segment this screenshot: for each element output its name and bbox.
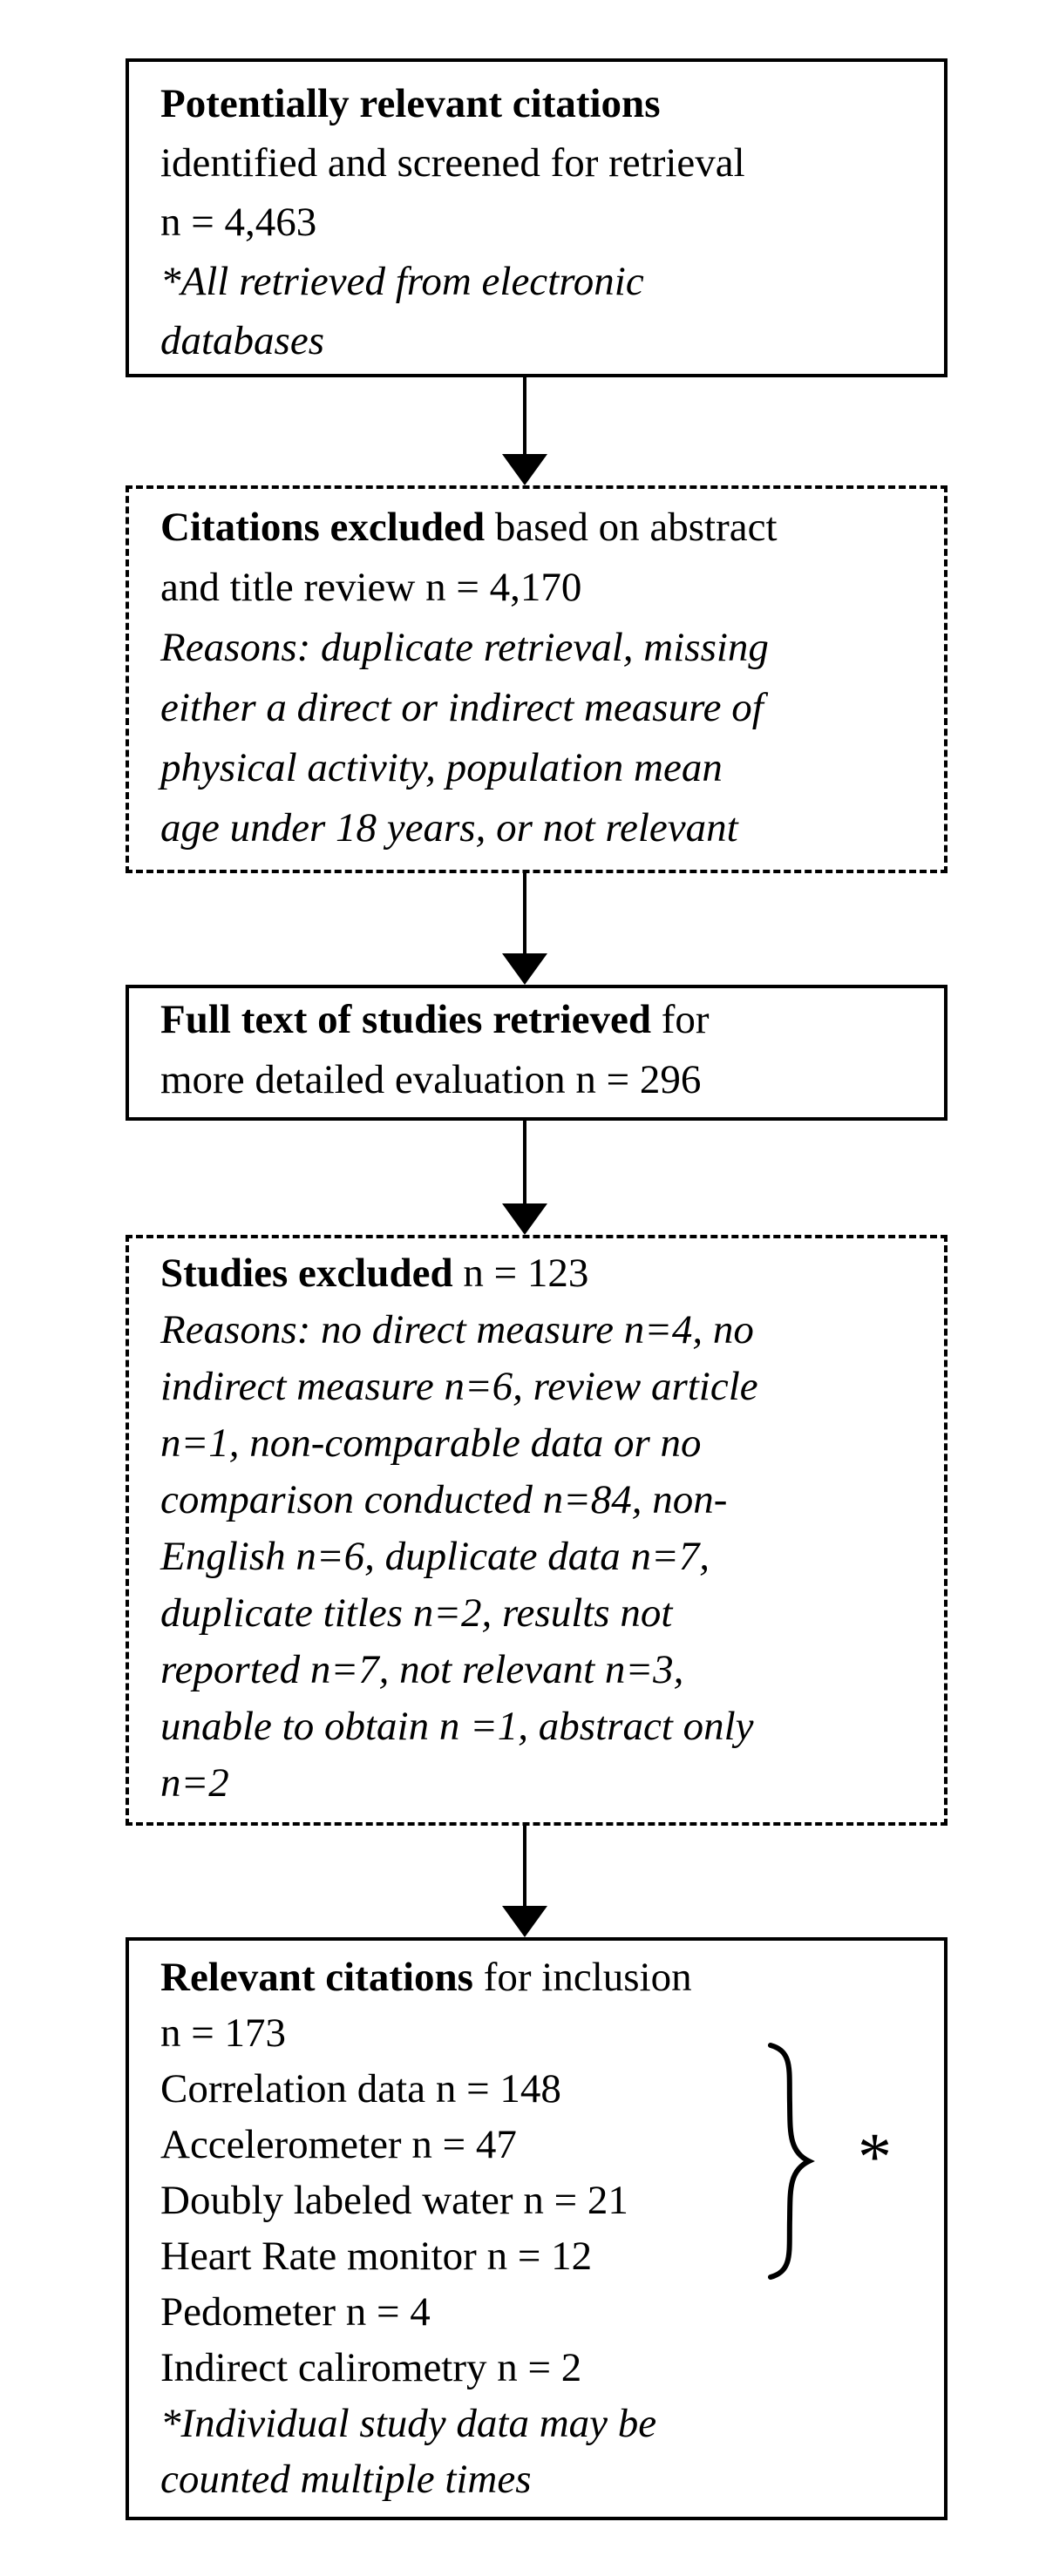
text-line: databases <box>160 318 324 363</box>
down-arrow-stem <box>523 377 526 456</box>
text-line: counted multiple times <box>160 2457 532 2502</box>
text-line: Citations excluded based on abstract <box>160 505 778 550</box>
text-line: Reasons: no direct measure n=4, no <box>160 1307 754 1352</box>
curly-brace-icon <box>762 2041 819 2281</box>
down-arrow-icon <box>502 1906 547 1937</box>
box-citations-excluded <box>126 485 948 873</box>
down-arrow-stem <box>523 1826 526 1908</box>
text-line: more detailed evaluation n = 296 <box>160 1057 702 1102</box>
down-arrow-stem <box>523 873 526 955</box>
text-line: Potentially relevant citations <box>160 81 661 126</box>
text-line: *Individual study data may be <box>160 2401 657 2446</box>
box-studies-excluded <box>126 1235 948 1826</box>
text-line: unable to obtain n =1, abstract only <box>160 1704 754 1749</box>
text-line: n = 4,463 <box>160 200 317 245</box>
text-line: Full text of studies retrieved for <box>160 997 710 1042</box>
text-line: n=1, non-comparable data or no <box>160 1420 702 1466</box>
down-arrow-icon <box>502 953 547 985</box>
text-line: physical activity, population mean <box>160 745 723 790</box>
text-line: comparison conducted n=84, non- <box>160 1477 728 1522</box>
text-line: and title review n = 4,170 <box>160 565 582 610</box>
text-line: Correlation data n = 148 <box>160 2066 561 2112</box>
text-line: Relevant citations for inclusion <box>160 1955 692 2000</box>
text-line: Accelerometer n = 47 <box>160 2122 517 2167</box>
text-line: n = 173 <box>160 2010 287 2056</box>
text-line: reported n=7, not relevant n=3, <box>160 1647 684 1692</box>
text-line: Doubly labeled water n = 21 <box>160 2178 628 2223</box>
down-arrow-icon <box>502 454 547 485</box>
text-line: *All retrieved from electronic <box>160 259 644 304</box>
asterisk-marker: * <box>858 2118 892 2194</box>
down-arrow-stem <box>523 1121 526 1205</box>
text-line: duplicate titles n=2, results not <box>160 1590 673 1636</box>
box-potentially-relevant-citations <box>126 58 948 377</box>
box-full-text-retrieved <box>126 985 948 1121</box>
text-line: Reasons: duplicate retrieval, missing <box>160 625 769 670</box>
text-line: Indirect calirometry n = 2 <box>160 2345 582 2390</box>
text-line: n=2 <box>160 1760 229 1806</box>
box-relevant-citations <box>126 1937 948 2520</box>
down-arrow-icon <box>502 1203 547 1235</box>
text-line: English n=6, duplicate data n=7, <box>160 1534 710 1579</box>
text-line: identified and screened for retrieval <box>160 140 745 186</box>
text-line: age under 18 years, or not relevant <box>160 805 738 851</box>
text-line: either a direct or indirect measure of <box>160 685 764 730</box>
text-line: indirect measure n=6, review article <box>160 1364 758 1409</box>
text-line: Heart Rate monitor n = 12 <box>160 2234 593 2279</box>
text-line: Pedometer n = 4 <box>160 2289 431 2335</box>
text-line: Studies excluded n = 123 <box>160 1251 589 1296</box>
